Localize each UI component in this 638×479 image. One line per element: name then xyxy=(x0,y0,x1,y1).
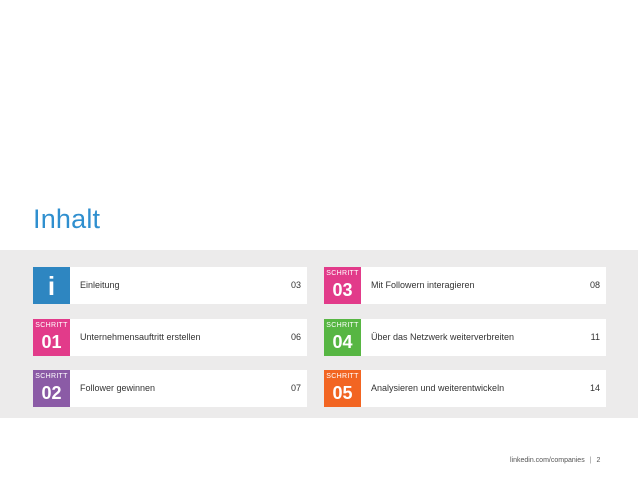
toc-page-number: 07 xyxy=(290,383,301,393)
footer-page-number: 2 xyxy=(596,457,601,464)
toc-row-step-03[interactable] xyxy=(324,267,606,304)
step-badge xyxy=(324,319,361,356)
step-badge-number: 04 xyxy=(332,332,353,352)
toc-row-einleitung[interactable] xyxy=(33,267,307,304)
step-badge-label: SCHRITT xyxy=(326,270,359,277)
page-footer xyxy=(510,457,600,464)
toc-row-step-04[interactable] xyxy=(324,319,606,356)
toc-row-step-05[interactable] xyxy=(324,370,606,407)
info-badge xyxy=(33,267,70,304)
toc-label: Einleitung xyxy=(80,280,120,290)
step-badge-label: SCHRITT xyxy=(35,322,68,329)
step-badge xyxy=(33,319,70,356)
step-badge-label: SCHRITT xyxy=(326,322,359,329)
step-badge xyxy=(324,267,361,304)
page-title: Inhalt xyxy=(33,204,101,234)
toc-page-number: 14 xyxy=(589,383,600,393)
toc-row-step-01[interactable] xyxy=(33,319,307,356)
step-badge-label: SCHRITT xyxy=(35,373,68,380)
toc-page-number: 06 xyxy=(290,332,301,342)
step-badge-number: 05 xyxy=(332,383,353,403)
step-badge-number: 01 xyxy=(41,332,62,352)
step-badge-number: 03 xyxy=(332,280,353,300)
toc-label: Mit Followern interagieren xyxy=(371,280,475,290)
footer-url[interactable]: linkedin.com/companies xyxy=(510,457,585,464)
step-badge-label: SCHRITT xyxy=(326,373,359,380)
toc-page-number: 08 xyxy=(589,280,600,290)
step-badge-number: 02 xyxy=(41,383,62,403)
toc-page-number: 11 xyxy=(590,332,600,342)
toc-label: Follower gewinnen xyxy=(80,383,156,393)
toc-page-number: 03 xyxy=(290,280,301,290)
toc-label: Analysieren und weiterentwickeln xyxy=(371,383,505,393)
step-badge xyxy=(33,370,70,407)
toc-label: Unternehmensauftritt erstellen xyxy=(80,332,201,342)
footer-separator: | xyxy=(589,457,592,464)
info-icon: i xyxy=(47,271,56,301)
toc-row-step-02[interactable] xyxy=(33,370,307,407)
toc-label: Über das Netzwerk weiterverbreiten xyxy=(371,332,515,342)
step-badge xyxy=(324,370,361,407)
